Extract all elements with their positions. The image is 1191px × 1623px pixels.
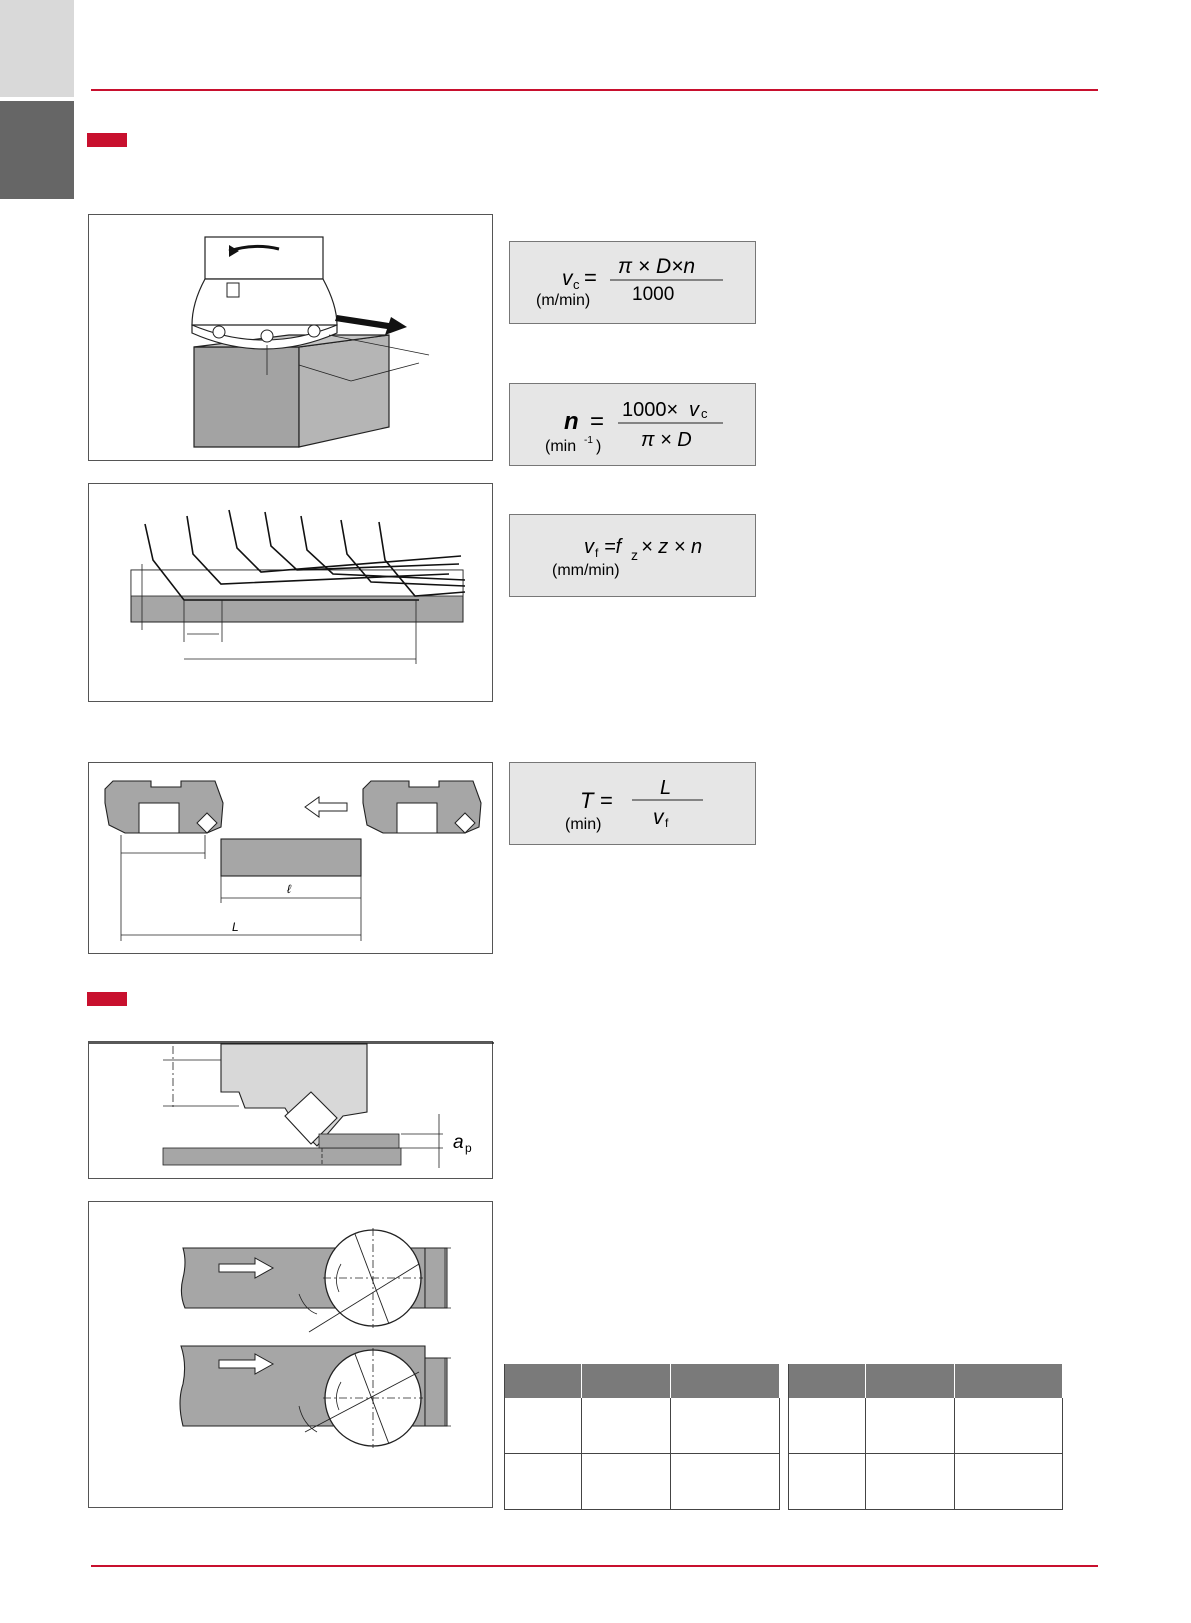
table-header-cell (671, 1364, 780, 1398)
vc-denominator: 1000 (632, 284, 675, 305)
face-milling-figure (88, 214, 493, 461)
n-numerator-var: v (689, 399, 699, 421)
t-symbol: T (580, 788, 594, 813)
table-header-cell (789, 1364, 866, 1398)
t-unit: (min) (565, 816, 602, 833)
n-symbol: n (564, 408, 579, 435)
vc-equals: = (584, 265, 597, 290)
vc-numerator: π × D×n (618, 255, 696, 278)
section-marker-1 (87, 133, 127, 147)
chapter-tab-light (0, 0, 74, 97)
section-marker-2 (87, 992, 127, 1006)
t-equals: = (600, 788, 613, 813)
n-unit-sup: -1 (584, 435, 593, 446)
cutting-time-figure (88, 762, 493, 954)
vf-rhs-1: =f (604, 536, 622, 558)
n-numerator-sub: c (701, 406, 708, 421)
feed-per-tooth-figure (88, 483, 493, 702)
header-rule (91, 89, 1098, 91)
n-denominator: π × D (641, 429, 692, 451)
footer-rule (91, 1565, 1098, 1567)
vf-symbol: v (584, 536, 594, 558)
table-row (505, 1398, 780, 1454)
table-header-cell (505, 1364, 582, 1398)
n-numerator-main: 1000× (622, 399, 679, 421)
depth-of-cut-figure (88, 1041, 493, 1179)
chapter-tab-active (0, 101, 74, 199)
table-header-cell (955, 1364, 1063, 1398)
n-unit-main: (min (545, 438, 577, 455)
t-numerator: L (660, 777, 672, 799)
vf-rhs-2: × z × n (641, 536, 703, 558)
feed-speed-formula (509, 514, 756, 597)
n-equals: = (590, 408, 605, 435)
spindle-speed-formula (509, 383, 756, 466)
cutter-engagement-figure (88, 1201, 493, 1508)
table-row (505, 1454, 780, 1510)
vc-symbol: v (562, 267, 573, 290)
vf-subscript: f (595, 546, 599, 560)
big-l-label: L (232, 920, 239, 934)
t-denominator-sub: f (665, 816, 669, 830)
vf-rhs-sub: z (631, 547, 638, 563)
vf-unit: (mm/min) (552, 562, 620, 579)
n-unit-end: ) (596, 438, 602, 455)
table-row (789, 1454, 1063, 1510)
spec-table-left (504, 1364, 780, 1510)
table-header-cell (866, 1364, 955, 1398)
cutting-speed-formula (509, 241, 756, 324)
small-l-label: ℓ (287, 882, 291, 896)
ap-label-sub: p (465, 1141, 472, 1155)
machining-time-formula (509, 762, 756, 845)
vc-unit: (m/min) (536, 292, 591, 309)
vc-subscript: c (573, 277, 580, 292)
t-denominator: v (653, 806, 664, 829)
table-header-cell (582, 1364, 671, 1398)
ap-label-main: a (453, 1132, 464, 1153)
spec-table-right (788, 1364, 1063, 1510)
table-row (789, 1398, 1063, 1454)
